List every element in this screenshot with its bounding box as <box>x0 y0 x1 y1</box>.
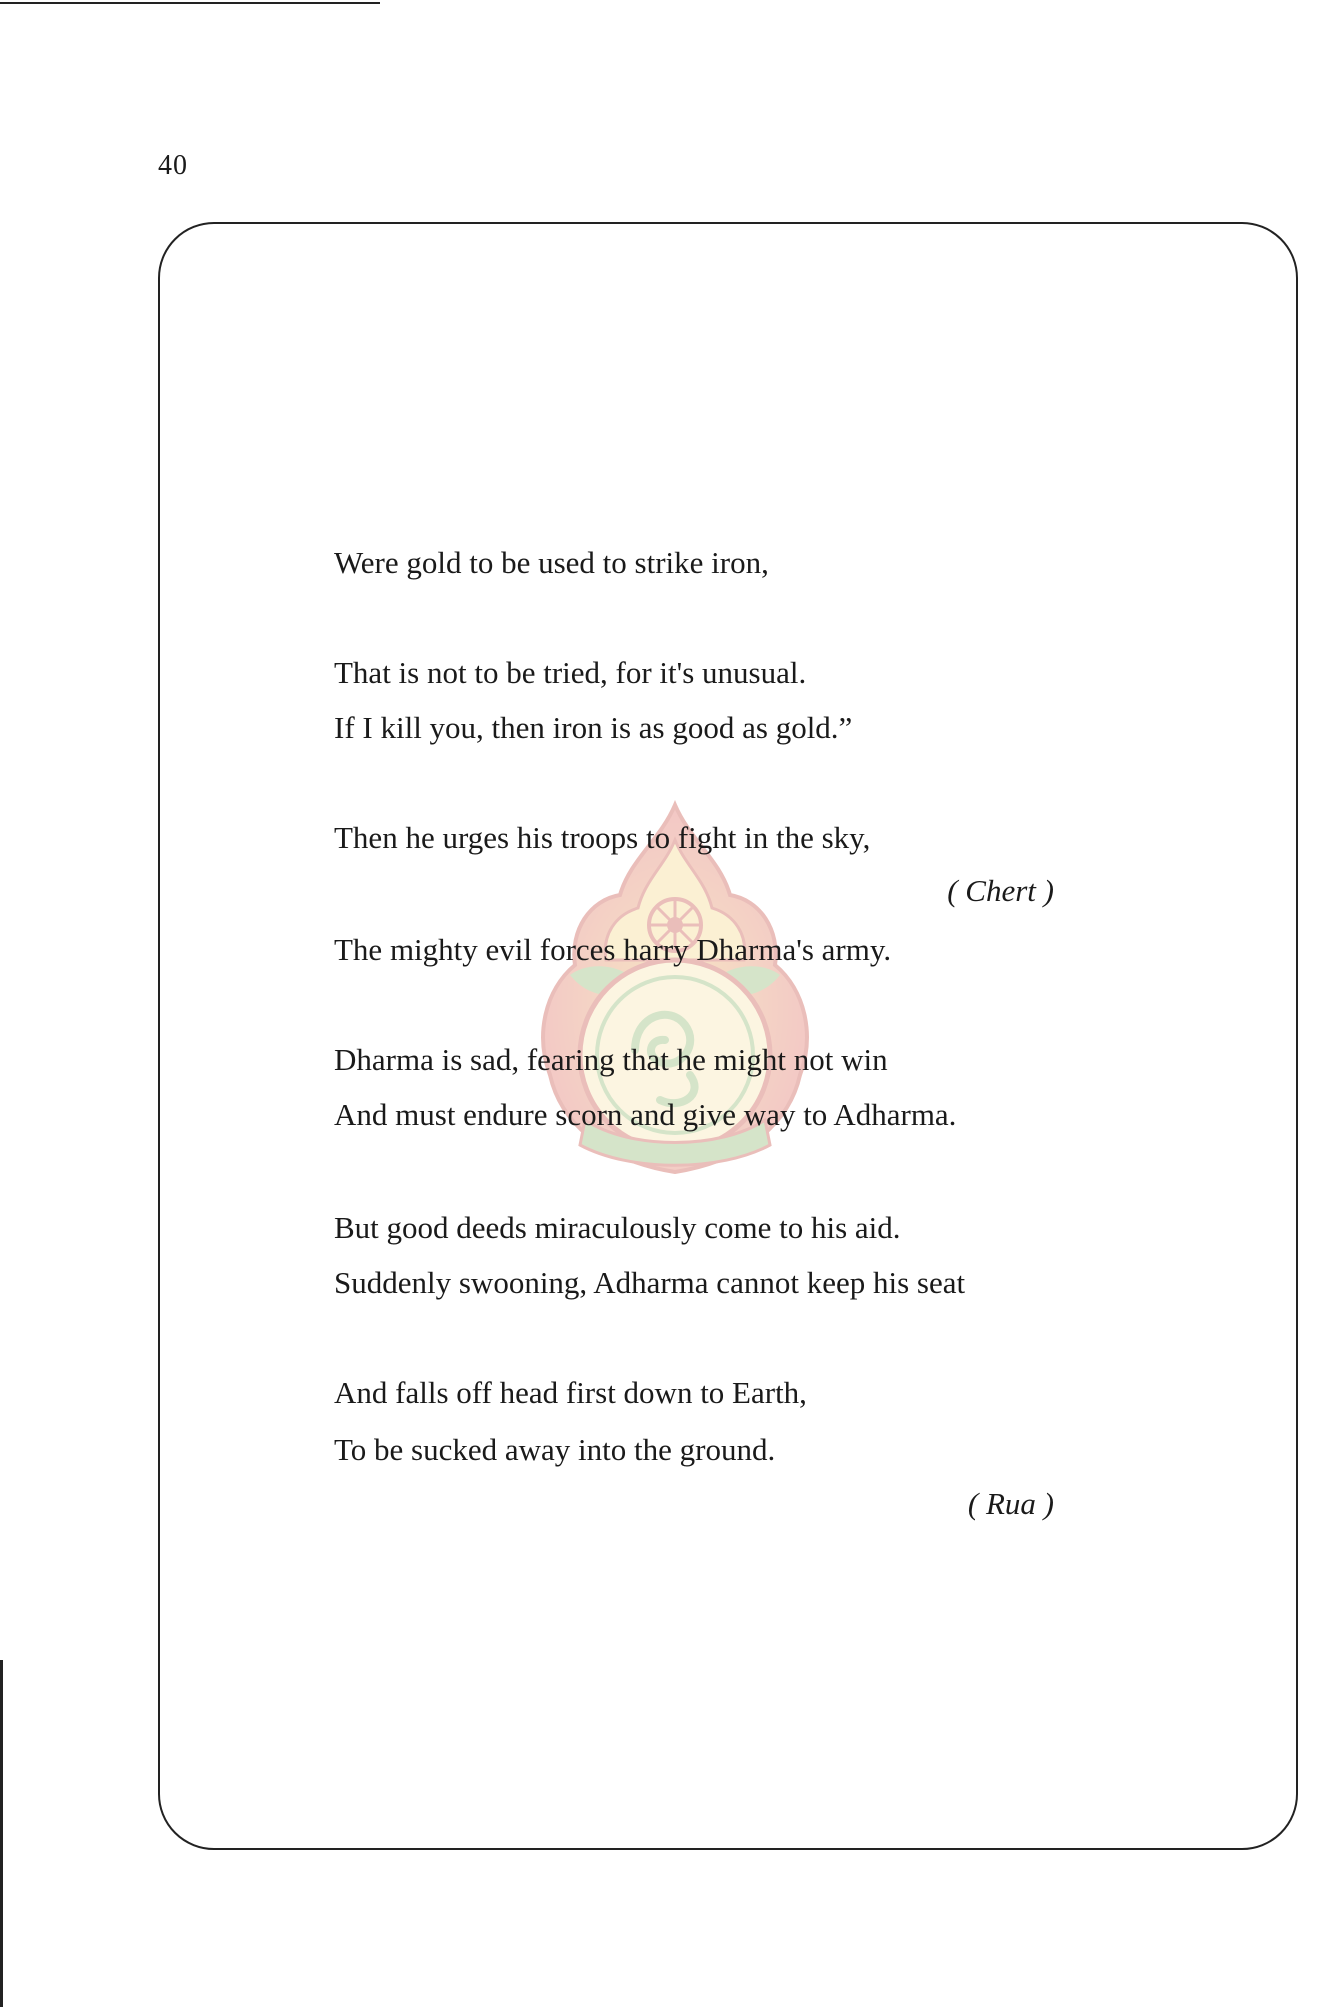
poem-line: And must endure scorn and give way to Adharma. <box>334 1097 957 1132</box>
poem-line: But good deeds miraculously come to his aid. <box>334 1210 901 1245</box>
poem-line: And falls off head first down to Earth, <box>334 1375 807 1410</box>
scan-edge-top <box>0 2 380 4</box>
poem-line: To be sucked away into the ground. <box>334 1432 776 1467</box>
page-number: 40 <box>158 150 188 181</box>
poem-line: Then he urges his troops to fight in the sky, <box>334 820 871 855</box>
stanza-attribution: ( Rua ) <box>967 1486 1054 1521</box>
stanza-attribution: ( Chert ) <box>947 873 1054 908</box>
poem-line: Dharma is sad, fearing that he might not win <box>334 1042 888 1077</box>
poem-line: If I kill you, then iron is as good as gold.” <box>334 710 853 745</box>
poem-line: Were gold to be used to strike iron, <box>334 545 769 580</box>
poem-line: Suddenly swooning, Adharma cannot keep his seat <box>334 1265 966 1300</box>
poem-line: The mighty evil forces harry Dharma's army. <box>334 932 892 967</box>
scan-edge-left <box>0 1660 3 2007</box>
poem-line: That is not to be tried, for it's unusual. <box>334 655 807 690</box>
